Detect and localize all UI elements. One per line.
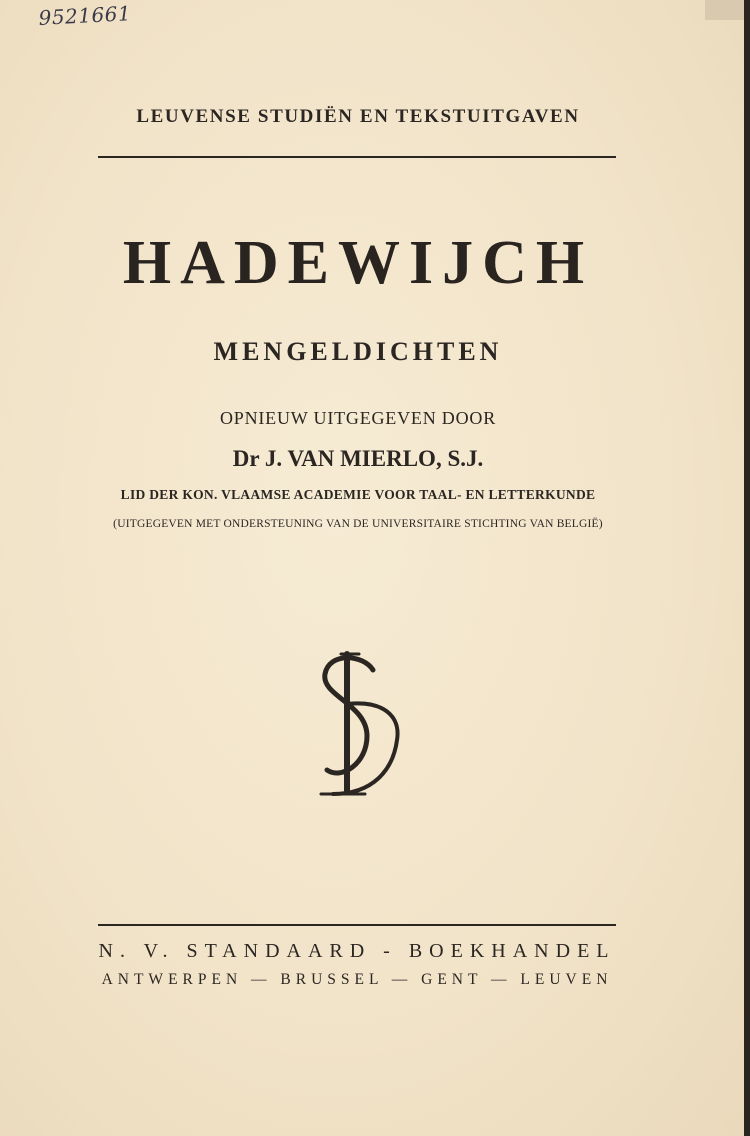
editor-name: Dr J. VAN MIERLO, S.J.: [232, 446, 484, 471]
book-subtitle: MENGELDICHTEN: [213, 337, 503, 366]
edited-by-line: OPNIEUW UITGEGEVEN DOOR: [219, 408, 497, 428]
publisher-name: N. V. STANDAARD - BOEKHANDEL: [98, 940, 616, 962]
top-divider: [98, 156, 616, 158]
handwritten-catalog-number: 9521661: [38, 1, 132, 30]
editor-affiliation: LID DER KON. VLAAMSE ACADEMIE VOOR TAAL- EN LETTERKUNDE: [120, 487, 596, 502]
book-edge: [744, 0, 750, 1136]
bottom-divider: [98, 924, 616, 926]
series-title: LEUVENSE STUDIËN EN TEKSTUITGAVEN: [136, 106, 580, 127]
publisher-cities: ANTWERPEN — BRUSSEL — GENT — LEUVEN: [101, 971, 613, 988]
page-corner: [705, 0, 746, 20]
sb-monogram-icon: [255, 640, 455, 815]
book-title: HADEWIJCH: [122, 229, 594, 297]
support-note: (UITGEGEVEN MET ONDERSTEUNING VAN DE UNIVERSITAIRE STICHTING VAN BELGIË): [113, 518, 603, 530]
